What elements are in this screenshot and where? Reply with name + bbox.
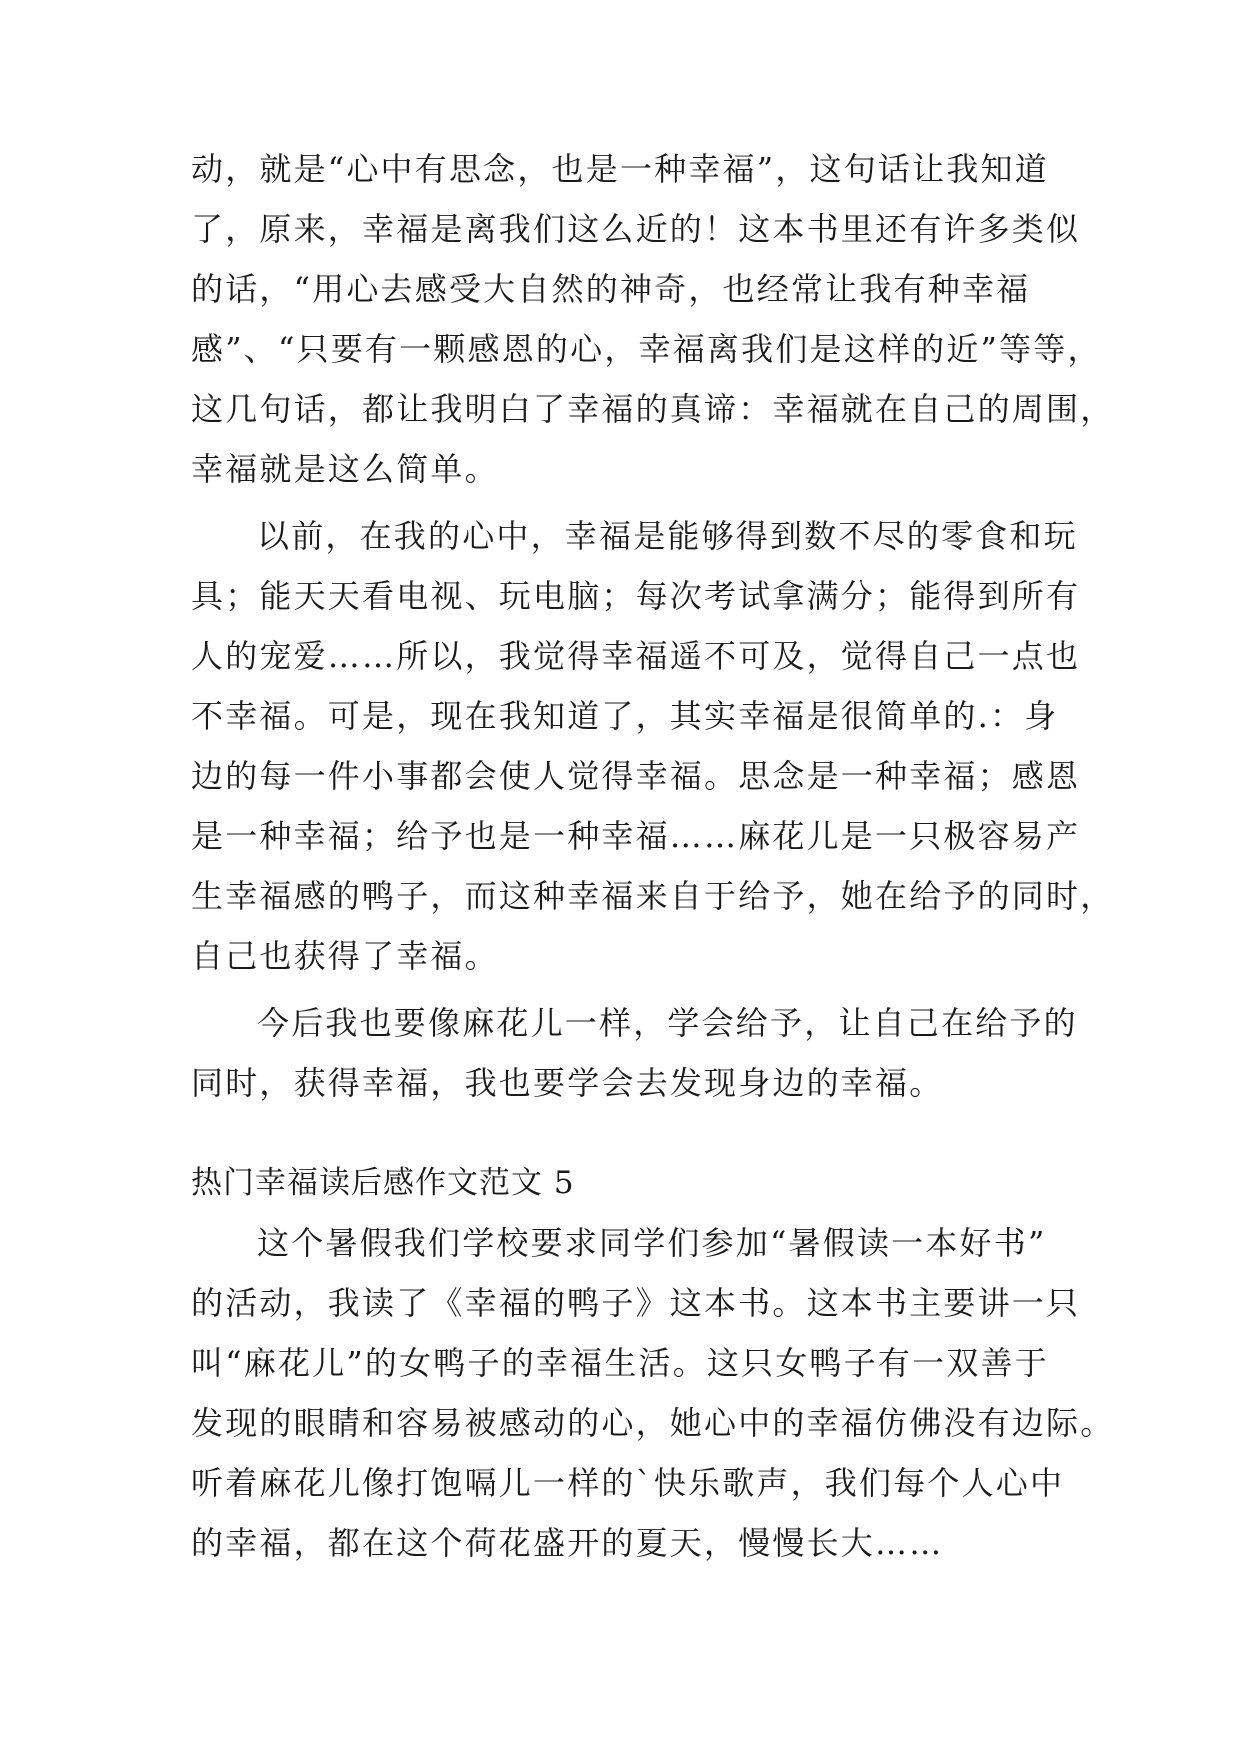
text-line: 边的每一件小事都会使人觉得幸福。思念是一种幸福；感恩	[191, 757, 1081, 795]
text-line: 自己也获得了幸福。	[191, 937, 499, 975]
text-line: 具；能天天看电视、玩电脑；每次考试拿满分；能得到所有	[191, 577, 1081, 615]
text-line: 幸福就是这么简单。	[191, 450, 499, 488]
text-line: 以前，在我的心中，幸福是能够得到数不尽的零食和玩	[257, 517, 1078, 555]
text-line: 这几句话，都让我明白了幸福的真谛：幸福就在自己的周围，	[191, 390, 1115, 428]
text-line: 的话，“用心去感受大自然的神奇，也经常让我有种幸福	[191, 270, 1031, 308]
text-line: 叫“麻花儿”的女鸭子的幸福生活。这只女鸭子有一双善于	[191, 1344, 1049, 1382]
text-line: 不幸福。可是，现在我知道了，其实幸福是很简单的.：身	[191, 697, 1059, 735]
text-line: 生幸福感的鸭子，而这种幸福来自于给予，她在给予的同时，	[191, 877, 1115, 915]
text-line: 的幸福，都在这个荷花盛开的夏天，慢慢长大……	[191, 1524, 944, 1562]
text-line: 感”、“只要有一颗感恩的心，幸福离我们是这样的近”等等，	[191, 330, 1102, 368]
text-line: 今后我也要像麻花儿一样，学会给予，让自己在给予的	[257, 1004, 1078, 1042]
text-line: 听着麻花儿像打饱嗝儿一样的`快乐歌声，我们每个人心中	[191, 1464, 1065, 1502]
text-line: 了，原来，幸福是离我们这么近的！这本书里还有许多类似	[191, 210, 1081, 248]
text-line: 是一种幸福；给予也是一种幸福……麻花儿是一只极容易产	[191, 817, 1081, 855]
text-line: 动，就是“心中有思念，也是一种幸福”，这句话让我知道	[191, 150, 1049, 188]
section-heading: 热门幸福读后感作文范文 5	[191, 1165, 575, 1201]
text-line: 同时，获得幸福，我也要学会去发现身边的幸福。	[191, 1064, 944, 1102]
text-line: 人的宠爱……所以，我觉得幸福遥不可及，觉得自己一点也	[191, 637, 1081, 675]
text-line: 这个暑假我们学校要求同学们参加“暑假读一本好书”	[257, 1224, 1047, 1262]
text-line: 发现的眼睛和容易被感动的心，她心中的幸福仿佛没有边际。	[191, 1404, 1115, 1442]
text-line: 的活动，我读了《幸福的鸭子》这本书。这本书主要讲一只	[191, 1284, 1081, 1322]
